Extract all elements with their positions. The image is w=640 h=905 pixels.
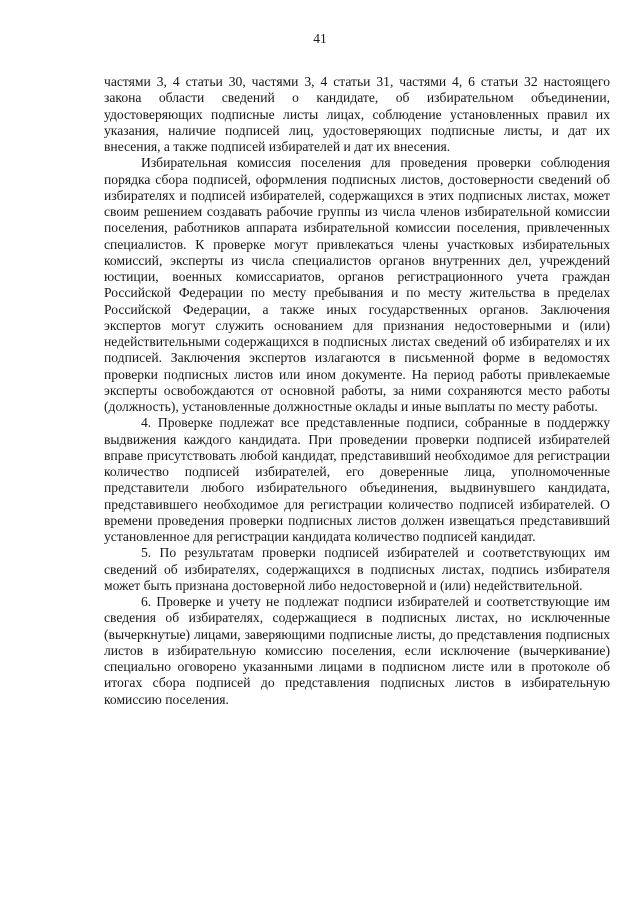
paragraph-continuation: частями 3, 4 статьи 30, частями 3, 4 статьи 31, частями 4, 6 статьи 32 настоящего закона области сведений о кандидате, об избирательном объединении, удостоверяющих подписные листы лицах, соблюдение установленных правил их указания, наличие подписей лиц, удостоверяющих подписные листы, и дат их внесения, а также подписей избирателей и дат их внесения. (104, 74, 610, 154)
page-number: 41 (313, 31, 327, 46)
document-body (104, 74, 610, 708)
paragraph: 5. По результатам проверки подписей избирателей и соответствующих им сведений об избирателях, содержащихся в подписных листах, подпись избирателя может быть признана достоверной либо недостоверной и (или) недействительной. (104, 545, 610, 593)
paragraph: Избирательная комиссия поселения для проведения проверки соблюдения порядка сбора подписей, оформления подписных листов, достоверности сведений об избирателях и подписей избирателей, содержащихся в этих подписных листах, может своим решением создавать рабочие группы из числа членов избирательной комиссии поселения, работников аппарата избирательной комиссии поселения, привлеченных специалистов. К проверке могут привлекаться члены участковых избирательных комиссий, эксперты из числа специалистов органов внутренних дел, учреждений юстиции, военных комиссариатов, органов регистрационного учета граждан Российской Федерации по месту пребывания и по месту жительства в пределах Российской Федерации, а также иных государственных органов. Заключения экспертов могут служить основанием для признания недостоверными и (или) недействительными содержащихся в подписных листах сведений об избирателях и их подписей. Заключения экспертов излагаются в письменной форме в ведомостях проверки подписных листов или ином документе. На период работы привлекаемые эксперты освобождаются от основной работы, за ними сохраняются место работы (должность), установленные должностные оклады и иные выплаты по месту работы. (104, 155, 610, 414)
paragraph: 6. Проверке и учету не подлежат подписи избирателей и соответствующие им сведения об избирателях, содержащиеся в подписных листах, но исключенные (вычеркнутые) лицами, заверяющими подписные листы, до представления подписных листов в избирательную комиссию поселения, если исключение (вычеркивание) специально оговорено указанными лицами в подписном листе или в протоколе об итогах сбора подписей до представления подписных листов в избирательную комиссию поселения. (104, 594, 610, 707)
paragraph: 4. Проверке подлежат все представленные подписи, собранные в поддержку выдвижения каждого кандидата. При проведении проверки подписей избирателей вправе присутствовать любой кандидат, представивший необходимое для регистрации количество подписей избирателей, его доверенные лица, уполномоченные представители любого избирательного объединения, выдвинувшего кандидата, представившего необходимое для регистрации количество подписей избирателей. О времени проведения проверки подписных листов должен извещаться представивший установленное для регистрации кандидата количество подписей кандидат. (104, 415, 610, 544)
